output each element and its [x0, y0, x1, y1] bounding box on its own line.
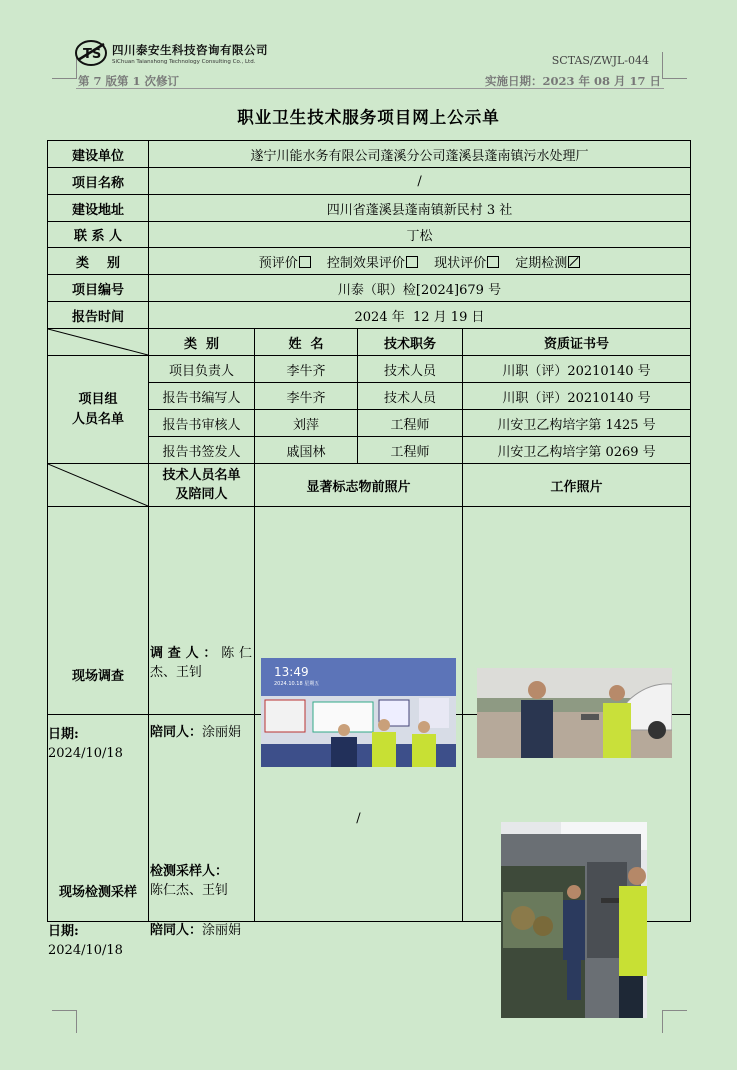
team-cell: 川职（评）20210140 号 [463, 383, 691, 410]
project-name-label: 项目名称 [48, 168, 149, 195]
crop-mark-top-right [662, 52, 687, 79]
row-project-number [48, 275, 691, 302]
team-cell: 川安卫乙构培字第 0269 号 [463, 437, 691, 464]
unit-value: 遂宁川能水务有限公司蓬溪分公司蓬溪县蓬南镇污水处理厂 [149, 141, 691, 168]
survey-label-cell [48, 507, 149, 761]
team-cell: 李牛齐 [255, 356, 358, 383]
sampling-companion: 陪同人：涂丽娟 [150, 923, 242, 938]
page-title: 职业卫生技术服务项目网上公示单 [237, 108, 500, 127]
survey-landmark-photo [261, 658, 456, 767]
report-time-value: 2024 年 12 月 19 日 [149, 302, 691, 329]
sampling-work-photo [501, 822, 647, 1018]
team-row [48, 356, 691, 383]
option-periodic-test: 定期检测 [515, 256, 580, 271]
photo-timestamp-time: 13:49 [274, 664, 309, 679]
contact-value: 丁松 [149, 222, 691, 248]
team-cell: 报告书签发人 [149, 437, 255, 464]
team-cell: 报告书编写人 [149, 383, 255, 410]
row-unit [48, 141, 691, 168]
row-address [48, 195, 691, 222]
team-cell: 刘萍 [255, 410, 358, 437]
category-label: 类 别 [48, 248, 149, 275]
survey-work-photo [477, 668, 672, 758]
survey-work-photo-cell [463, 507, 691, 715]
unit-label: 建设单位 [48, 141, 149, 168]
sampling-landmark-photo-cell: / [255, 715, 463, 922]
header-divider [76, 88, 664, 89]
team-cell: 工程师 [358, 437, 463, 464]
project-number-label: 项目编号 [48, 275, 149, 302]
team-col-category: 类 别 [149, 329, 255, 356]
sampling-date: 日期: 2024/10/18 [48, 924, 123, 958]
address-value: 四川省蓬溪县蓬南镇新民村 3 社 [149, 195, 691, 222]
company-name-cn: 四川泰安生科技咨询有限公司 [112, 42, 268, 57]
field-col-landmark: 显著标志物前照片 [255, 464, 463, 507]
field-header-diagonal [48, 464, 149, 507]
sampling-samplers: 检测采样人： 陈仁杰、王钊 [150, 864, 229, 898]
survey-companion: 陪同人：涂丽娟 [150, 724, 242, 740]
team-cell: 工程师 [358, 410, 463, 437]
survey-row [48, 507, 691, 715]
team-label: 项目组 人员名单 [48, 356, 149, 464]
contact-label: 联 系 人 [48, 222, 149, 248]
company-logo [74, 38, 268, 68]
report-time-label: 报告时间 [48, 302, 149, 329]
survey-date: 日期: 2024/10/18 [48, 726, 123, 761]
sampling-title: 现场检测采样 [58, 885, 137, 900]
revision-label: 第 7 版第 1 次修订 [78, 74, 180, 88]
company-name-en: SiChuan Taianshong Technology Consulting Co., Ltd. [112, 58, 256, 65]
checkbox-periodic-test-checked[interactable] [568, 256, 580, 268]
team-cell: 报告书审核人 [149, 410, 255, 437]
effective-date: 实施日期：2023 年 08 月 17 日 [484, 74, 661, 88]
field-header-row [48, 464, 691, 507]
checkbox-pre-evaluation[interactable] [299, 256, 311, 268]
row-contact [48, 222, 691, 248]
crop-mark-bottom-left [52, 1010, 77, 1033]
address-label: 建设地址 [48, 195, 149, 222]
team-col-certificate: 资质证书号 [463, 329, 691, 356]
company-logo-icon [74, 38, 108, 68]
svg-text:TS: TS [83, 47, 102, 62]
option-status-evaluation: 现状评价 [434, 256, 499, 271]
row-report-time [48, 302, 691, 329]
option-pre-evaluation: 预评价 [259, 256, 311, 271]
survey-investigators: 调查人：陈仁杰、王钊 [150, 645, 252, 680]
photo-timestamp-date: 2024.10.18 星期五 [274, 680, 320, 687]
team-col-title: 技术职务 [358, 329, 463, 356]
checkbox-control-effect[interactable] [406, 256, 418, 268]
team-cell: 技术人员 [358, 356, 463, 383]
row-category [48, 248, 691, 275]
document-code: SCTAS/ZWJL-044 [551, 54, 649, 67]
team-cell: 项目负责人 [149, 356, 255, 383]
checkbox-status-evaluation[interactable] [487, 256, 499, 268]
project-name-value: / [149, 168, 691, 195]
team-header-row [48, 329, 691, 356]
row-project-name [48, 168, 691, 195]
team-header-diagonal [48, 329, 149, 356]
category-options [149, 248, 691, 275]
field-col-work: 工作照片 [463, 464, 691, 507]
sampling-people-cell [149, 715, 255, 938]
option-control-effect: 控制效果评价 [327, 256, 418, 271]
survey-title: 现场调查 [71, 668, 124, 684]
team-cell: 川职（评）20210140 号 [463, 356, 691, 383]
team-cell: 戚国林 [255, 437, 358, 464]
project-number-value: 川泰（职）检[2024]679 号 [149, 275, 691, 302]
team-cell: 川安卫乙构培字第 1425 号 [463, 410, 691, 437]
project-form-table [47, 140, 691, 958]
crop-mark-bottom-right [662, 1010, 687, 1033]
survey-people-cell [149, 507, 255, 740]
survey-landmark-photo-cell [255, 507, 463, 715]
team-col-name: 姓 名 [255, 329, 358, 356]
field-col-staff: 技术人员名单 及陪同人 [149, 464, 255, 507]
team-cell: 李牛齐 [255, 383, 358, 410]
team-cell: 技术人员 [358, 383, 463, 410]
